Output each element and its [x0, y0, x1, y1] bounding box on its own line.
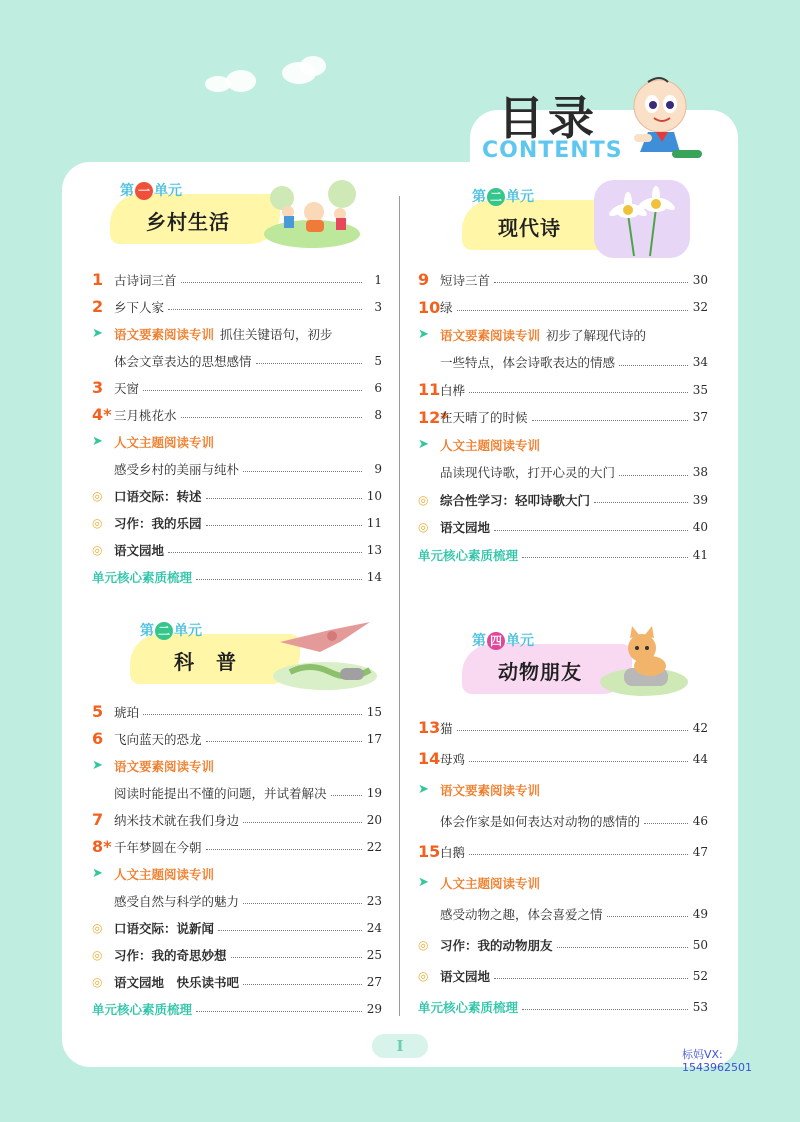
circle-icon: ◎ — [92, 947, 103, 962]
entry-title: 口语交际：说新闻 — [114, 920, 215, 936]
entry-title: 语文园地 快乐读书吧 — [114, 974, 240, 990]
entry-title: 语文园地 — [440, 968, 491, 984]
entry-title: 语文园地 — [440, 520, 491, 536]
entry-title: 纳米技术就在我们身边 — [114, 812, 240, 828]
dot-leader — [143, 714, 362, 715]
page-ref: 11 — [366, 515, 382, 530]
lesson-number: 1 — [92, 270, 104, 289]
lesson-number: 11 — [418, 380, 441, 400]
lesson-number: 15 — [418, 842, 441, 861]
dot-leader — [494, 978, 688, 979]
toc-entry — [418, 486, 708, 514]
toc-entry — [92, 887, 382, 914]
lesson-number: 7 — [92, 810, 104, 829]
toc-entry — [92, 347, 382, 374]
unit-summary-entry — [92, 995, 382, 1022]
dot-leader — [469, 761, 688, 762]
dot-leader — [181, 417, 362, 418]
lesson-number: 8* — [92, 837, 112, 856]
dot-leader — [196, 579, 362, 580]
unit-label: 第 二 单元 — [472, 189, 534, 205]
dot-leader — [231, 957, 362, 958]
entry-title: 人文主题阅读专训 — [440, 437, 541, 453]
unit-number: 一 — [135, 182, 153, 200]
toc-entry — [418, 805, 708, 836]
dot-leader — [206, 525, 362, 526]
dot-leader — [494, 530, 688, 531]
page-number: I — [372, 1034, 428, 1058]
dot-leader — [594, 502, 688, 503]
toc-entry — [92, 455, 382, 482]
toc-entry — [92, 914, 382, 941]
page-ref: 41 — [692, 547, 708, 562]
unit-number: 四 — [487, 632, 505, 650]
daisy-flowers-illustration-icon — [594, 180, 690, 258]
page-ref: 13 — [366, 542, 382, 557]
page-ref: 23 — [366, 893, 382, 908]
toc-entry — [418, 376, 708, 404]
page-ref: 32 — [692, 300, 708, 315]
toc-entry — [92, 806, 382, 833]
page-ref: 37 — [692, 410, 708, 425]
watermark: 标妈VX: 1543962501 — [682, 1048, 752, 1074]
entry-title: 单元核心素质梳理 — [92, 569, 193, 585]
dot-leader — [243, 822, 362, 823]
unit-label: 第 二 单元 — [140, 623, 202, 639]
page-ref: 8 — [374, 407, 382, 422]
dot-leader — [243, 471, 362, 472]
entry-title: 三月桃花水 — [114, 407, 177, 423]
toc-unit-4 — [418, 712, 708, 1022]
circle-icon: ◎ — [92, 515, 103, 530]
page-ref: 1 — [374, 272, 382, 287]
arrow-icon: ➤ — [418, 875, 429, 890]
entry-title: 体会作家是如何表达对动物的感情的 — [440, 813, 641, 829]
toc-entry — [92, 401, 382, 428]
circle-icon: ◎ — [92, 920, 103, 935]
lesson-number: 9 — [418, 270, 430, 290]
toc-entry — [418, 774, 708, 805]
dot-leader — [143, 390, 362, 391]
entry-title: 乡下人家 — [114, 299, 165, 315]
lesson-number: 13 — [418, 718, 441, 737]
entry-title: 感受自然与科学的魅力 — [114, 893, 240, 909]
arrow-icon: ➤ — [92, 326, 103, 341]
page-ref: 47 — [692, 844, 708, 859]
entry-title: 古诗词三首 — [114, 272, 177, 288]
unit-number: 二 — [487, 188, 505, 206]
dot-leader — [181, 282, 362, 283]
page-ref: 20 — [366, 812, 382, 827]
toc-entry — [92, 509, 382, 536]
entry-subtitle: 初步了解现代诗的 — [546, 327, 647, 343]
dot-leader — [206, 849, 362, 850]
page-ref: 42 — [692, 720, 708, 735]
circle-icon: ◎ — [418, 937, 429, 952]
toc-entry — [92, 833, 382, 860]
toc-unit-1 — [92, 266, 382, 590]
village-kids-illustration-icon — [262, 176, 362, 248]
page-ref: 5 — [374, 353, 382, 368]
entry-title: 飞向蓝天的恐龙 — [114, 731, 202, 747]
toc-unit-3 — [92, 698, 382, 1022]
page-ref: 39 — [692, 492, 708, 507]
lesson-number: 10 — [418, 297, 441, 317]
entry-title: 语文要素阅读专训 抓住关键语句，初步 — [114, 326, 333, 342]
toc-entry — [92, 860, 382, 887]
entry-title: 短诗三首 — [440, 272, 491, 288]
arrow-icon: ➤ — [92, 434, 103, 449]
lesson-number: 6 — [92, 729, 104, 748]
toc-entry — [92, 320, 382, 347]
entry-title: 绿 — [440, 300, 453, 316]
toc-entry — [418, 294, 708, 322]
dot-leader — [494, 282, 688, 283]
toc-entry — [418, 321, 708, 349]
lesson-number: 14 — [418, 749, 441, 768]
dot-leader — [619, 475, 688, 476]
unit-title: 现代诗 — [498, 216, 561, 240]
entry-title: 品读现代诗歌，打开心灵的大门 — [440, 465, 616, 481]
toc-entry — [92, 536, 382, 563]
page-ref: 3 — [374, 299, 382, 314]
page-ref: 24 — [366, 920, 382, 935]
page-ref: 9 — [374, 461, 382, 476]
dot-leader — [331, 795, 362, 796]
entry-title: 体会文章表达的思想感情 — [114, 353, 252, 369]
cat-illustration-icon — [598, 620, 690, 696]
entry-title: 白鹅 — [440, 844, 466, 860]
entry-title: 白桦 — [440, 382, 466, 398]
page-ref: 15 — [366, 704, 382, 719]
page-ref: 34 — [692, 355, 708, 370]
arrow-icon: ➤ — [418, 327, 429, 343]
dot-leader — [206, 741, 362, 742]
toc-entry — [92, 725, 382, 752]
entry-title: 人文主题阅读专训 — [114, 434, 215, 450]
circle-icon: ◎ — [418, 968, 429, 983]
mascot-boy-icon — [620, 74, 720, 174]
page-ref: 6 — [374, 380, 382, 395]
entry-title: 琥珀 — [114, 704, 140, 720]
entry-title: 人文主题阅读专训 — [440, 875, 541, 891]
unit-number: 二 — [155, 622, 173, 640]
dot-leader — [457, 730, 688, 731]
page-ref: 46 — [692, 813, 708, 828]
toc-entry — [92, 428, 382, 455]
circle-icon: ◎ — [418, 520, 429, 535]
toc-entry — [418, 836, 708, 867]
entry-title: 语文要素阅读专训 — [114, 758, 215, 774]
entry-title: 阅读时能提出不懂的问题，并试着解决 — [114, 785, 327, 801]
dot-leader — [522, 557, 688, 558]
page-subtitle: CONTENTS — [482, 138, 623, 163]
entry-title: 单元核心素质梳理 — [418, 547, 519, 563]
toc-entry — [92, 752, 382, 779]
page-ref: 52 — [692, 968, 708, 983]
pterosaur-illustration-icon — [270, 612, 380, 690]
page-ref: 19 — [366, 785, 382, 800]
dot-leader — [469, 854, 688, 855]
unit-label: 第 一 单元 — [120, 183, 182, 199]
cloud-decoration — [226, 70, 256, 92]
toc-entry — [418, 898, 708, 929]
page-ref: 49 — [692, 906, 708, 921]
page-title: 目录 — [498, 91, 598, 145]
dot-leader — [243, 903, 362, 904]
toc-entry — [418, 431, 708, 459]
entry-title: 习作：我的乐园 — [114, 515, 202, 531]
arrow-icon: ➤ — [92, 866, 103, 881]
entry-title: 习作：我的动物朋友 — [440, 937, 553, 953]
page-ref: 30 — [692, 272, 708, 287]
dot-leader — [607, 916, 688, 917]
toc-entry — [92, 293, 382, 320]
dot-leader — [196, 1011, 362, 1012]
unit-summary-entry — [418, 541, 708, 569]
circle-icon: ◎ — [418, 492, 429, 507]
toc-entry — [418, 712, 708, 743]
entry-title: 语文园地 — [114, 542, 165, 558]
page-ref: 50 — [692, 937, 708, 952]
arrow-icon: ➤ — [418, 782, 429, 797]
toc-entry — [92, 266, 382, 293]
dot-leader — [557, 947, 688, 948]
page-ref: 40 — [692, 520, 708, 535]
column-divider — [399, 196, 400, 1016]
cloud-decoration — [300, 56, 326, 76]
page-ref: 29 — [366, 1001, 382, 1016]
toc-entry — [418, 514, 708, 542]
dot-leader — [532, 420, 688, 421]
dot-leader — [619, 365, 688, 366]
entry-title: 单元核心素质梳理 — [92, 1001, 193, 1017]
dot-leader — [168, 552, 362, 553]
lesson-number: 5 — [92, 702, 104, 721]
unit-label: 第 四 单元 — [472, 633, 534, 649]
entry-title: 语文要素阅读专训 — [440, 782, 541, 798]
toc-entry — [418, 404, 708, 432]
unit-summary-entry — [92, 563, 382, 590]
toc-entry — [418, 349, 708, 377]
toc-entry — [92, 482, 382, 509]
toc-entry — [418, 459, 708, 487]
page-ref: 27 — [366, 974, 382, 989]
toc-entry — [418, 960, 708, 991]
entry-title: 猫 — [440, 720, 453, 736]
entry-title: 语文要素阅读专训 初步了解现代诗的 — [440, 327, 647, 343]
circle-icon: ◎ — [92, 542, 103, 557]
page-ref: 25 — [366, 947, 382, 962]
dot-leader — [256, 363, 362, 364]
unit-title: 乡村生活 — [146, 210, 230, 234]
page-ref: 17 — [366, 731, 382, 746]
dot-leader — [218, 930, 362, 931]
entry-title: 单元核心素质梳理 — [418, 999, 519, 1015]
entry-title: 综合性学习：轻叩诗歌大门 — [440, 492, 591, 508]
dot-leader — [168, 309, 362, 310]
toc-entry — [92, 698, 382, 725]
entry-title: 人文主题阅读专训 — [114, 866, 215, 882]
toc-unit-2 — [418, 266, 708, 569]
dot-leader — [206, 498, 362, 499]
circle-icon: ◎ — [92, 488, 103, 503]
toc-entry — [92, 374, 382, 401]
toc-entry — [92, 941, 382, 968]
circle-icon: ◎ — [92, 974, 103, 989]
toc-entry — [418, 867, 708, 898]
toc-entry — [92, 968, 382, 995]
dot-leader — [457, 310, 688, 311]
unit-title: 动物朋友 — [498, 660, 582, 684]
page-ref: 10 — [366, 488, 382, 503]
unit-summary-entry — [418, 991, 708, 1022]
lesson-number: 4* — [92, 405, 112, 424]
lesson-number: 2 — [92, 297, 104, 316]
lesson-number: 12* — [418, 407, 449, 427]
lesson-number: 3 — [92, 378, 104, 397]
toc-entry — [418, 929, 708, 960]
dot-leader — [644, 823, 688, 824]
entry-title: 千年梦圆在今朝 — [114, 839, 202, 855]
page-ref: 14 — [366, 569, 382, 584]
page-ref: 38 — [692, 465, 708, 480]
entry-title: 一些特点，体会诗歌表达的情感 — [440, 355, 616, 371]
page-ref: 44 — [692, 751, 708, 766]
entry-title: 天窗 — [114, 380, 140, 396]
dot-leader — [243, 984, 362, 985]
dot-leader — [469, 392, 688, 393]
unit-title: 科 普 — [174, 650, 237, 674]
entry-title: 母鸡 — [440, 751, 466, 767]
page-ref: 35 — [692, 382, 708, 397]
entry-subtitle: 抓住关键语句，初步 — [220, 326, 333, 342]
arrow-icon: ➤ — [92, 758, 103, 773]
entry-title: 习作：我的奇思妙想 — [114, 947, 227, 963]
entry-title: 感受乡村的美丽与纯朴 — [114, 461, 240, 477]
dot-leader — [522, 1009, 688, 1010]
entry-title: 口语交际：转述 — [114, 488, 202, 504]
entry-title: 在天晴了的时候 — [440, 410, 528, 426]
page-ref: 53 — [692, 999, 708, 1014]
arrow-icon: ➤ — [418, 437, 429, 453]
toc-entry — [92, 779, 382, 806]
entry-title: 感受动物之趣，体会喜爱之情 — [440, 906, 603, 922]
toc-entry — [418, 266, 708, 294]
page-ref: 22 — [366, 839, 382, 854]
toc-entry — [418, 743, 708, 774]
